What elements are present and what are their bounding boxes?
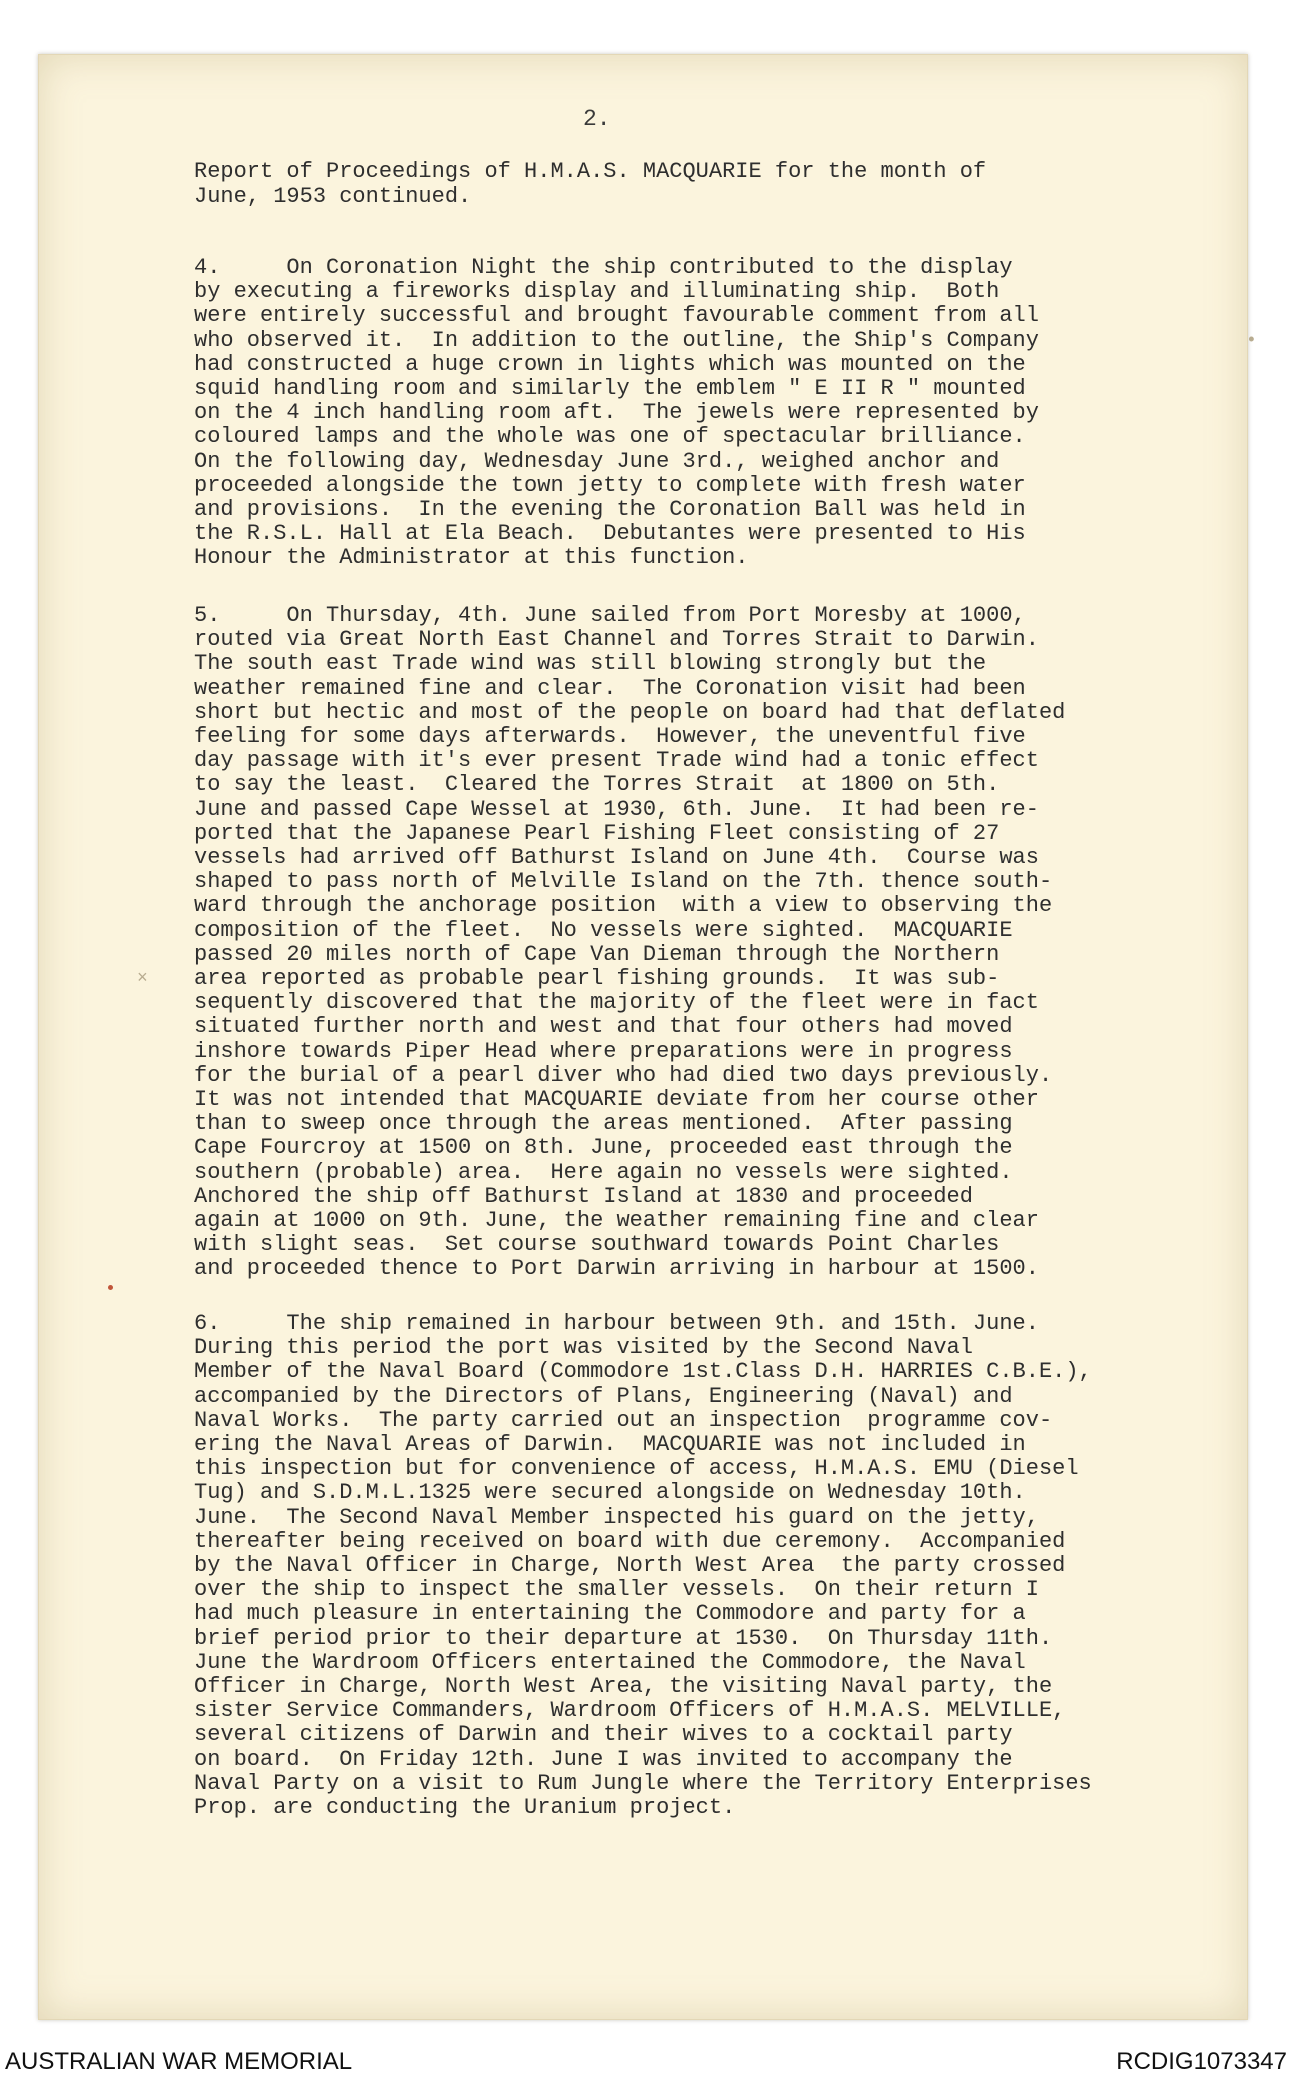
paragraph-6: 6. The ship remained in harbour between 9th. and 15th. June. During this period the port was visited by the Second Naval Member of the Naval Board (Commodore 1st.Class D.H. HARRIES C.B.E.), accompanied by the Directors of Plans, Engineering (Naval) and Naval Works. The party carried out an inspection programme cov- ering the Naval Areas of Darwin. MACQUARIE was not included in this inspection but for convenience of access, H.M.A.S. EMU (Diesel Tug) and S.D.M.L.1325 were secured alongside on Wednesday 10th. June. The Second Naval Member inspected his guard on the jetty, thereafter being received on board with due ceremony. Accompanied by the Naval Officer in Charge, North West Area the party crossed over the ship to inspect the smaller vessels. On their return I had much pleasure in entertaining the Commodore and party for a brief period prior to their departure at 1530. On Thursday 11th. June the Wardroom Officers entertained the Commodore, the Naval Officer in Charge, North West Area, the visiting Naval party, the sister Service Commanders, Wardroom Officers of H.M.A.S. MELVILLE, several citizens of Darwin and their wives to a cocktail party on board. On Friday 12th. June I was invited to accompany the Naval Party on a visit to Rum Jungle where the Territory Enterprises Prop. are conducting the Uranium project.	[194, 1311, 1092, 1821]
paragraph-4: 4. On Coronation Night the ship contributed to the display by executing a fireworks display and illuminating ship. Both were entirely successful and brought favourable comment from all who observed it. In addition to the outline, the Ship's Company had constructed a huge crown in lights which was mounted on the squid handling room and similarly the emblem " E II R " mounted on the 4 inch handling room aft. The jewels were represented by coloured lamps and the whole was one of spectacular brilliance. On the following day, Wednesday June 3rd., weighed anchor and proceeded alongside the town jetty to complete with fresh water and provisions. In the evening the Coronation Ball was held in the R.S.L. Hall at Ela Beach. Debutantes were presented to His Honour the Administrator at this function.	[194, 255, 1039, 571]
margin-dot-mark: •	[1246, 331, 1257, 351]
paragraph-5: 5. On Thursday, 4th. June sailed from Port Moresby at 1000, routed via Great North East Channel and Torres Strait to Darwin. The south east Trade wind was still blowing strongly but the weather remained fine and clear. The Coronation visit had been short but hectic and most of the people on board had that deflated feeling for some days afterwards. However, the uneventful five day passage with it's ever present Trade wind had a tonic effect to say the least. Cleared the Torres Strait at 1800 on 5th. June and passed Cape Wessel at 1930, 6th. June. It had been re- ported that the Japanese Pearl Fishing Fleet consisting of 27 vessels had arrived off Bathurst Island on June 4th. Course was shaped to pass north of Melville Island on the 7th. thence south- ward through the anchorage position with a view to observing the composition of the fleet. No vessels were sighted. MACQUARIE passed 20 miles north of Cape Van Dieman through the Northern area reported as probable pearl fishing grounds. It was sub- sequently discovered that the majority of the fleet were in fact situated further north and west and that four others had moved inshore towards Piper Head where preparations were in progress for the burial of a pearl diver who had died two days previously. It was not intended that MACQUARIE deviate from her course other than to sweep once through the areas mentioned. After passing Cape Fourcroy at 1500 on 8th. June, proceeded east through the southern (probable) area. Here again no vessels were sighted. Anchored the ship off Bathurst Island at 1830 and proceeded again at 1000 on 9th. June, the weather remaining fine and clear with slight seas. Set course southward towards Point Charles and proceeded thence to Port Darwin arriving in harbour at 1500.	[194, 603, 1066, 1282]
document-page	[38, 54, 1257, 2020]
footer-archive-name: AUSTRALIAN WAR MEMORIAL	[5, 2048, 353, 2075]
report-heading: Report of Proceedings of H.M.A.S. MACQUARIE for the month of June, 1953 continued.	[194, 159, 987, 209]
page-number: 2.	[583, 106, 611, 132]
footer-record-id: RCDIG1073347	[1116, 2048, 1287, 2075]
margin-cross-mark: ×	[137, 969, 148, 989]
margin-ink-dot	[108, 1285, 113, 1290]
